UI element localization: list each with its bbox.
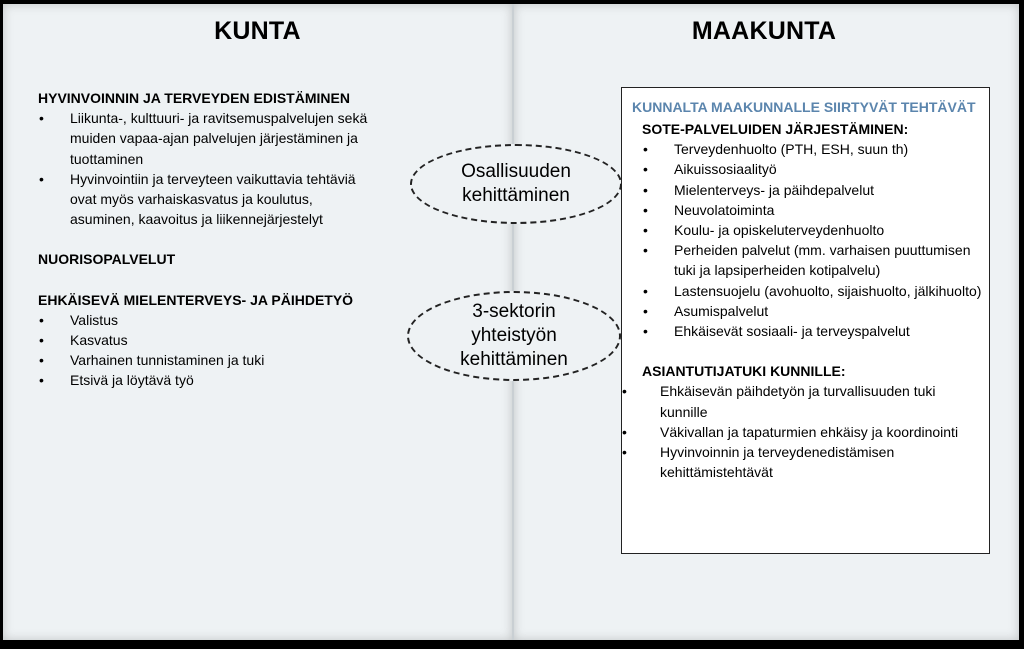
list-item: • Ehkäisevän päihdetyön ja turvallisuuden tuki kunnille [642,381,982,421]
maakunta-title: MAAKUNTA [691,17,837,45]
preventive-work-list [38,310,378,391]
expert-support-list [642,381,982,482]
section-heading-health-promotion: HYVINVOINNIN JA TERVEYDEN EDISTÄMINEN [38,90,350,106]
list-item: • Hyvinvoinnin ja terveydenedistämisen kehittämistehtävät [642,442,982,482]
kunta-content [38,88,378,391]
third-sector-ellipse [407,291,621,381]
section-heading-youth-services: NUORISOPALVELUT [38,251,176,268]
ellipse-text: yhteistyön [471,325,557,346]
sote-list [642,139,982,341]
list-item: • Asumispalvelut [642,301,982,321]
ellipse-text: kehittäminen [462,185,570,206]
section-heading-sote: SOTE-PALVELUIDEN JÄRJESTÄMINEN: [642,121,909,137]
box-title: KUNNALTA MAAKUNNALLE SIIRTYVÄT TEHTÄVÄT [632,99,976,115]
list-item: • Hyvinvointiin ja terveyteen vaikuttavia tehtäviä ovat myös varhaiskasvatus ja koulutus, asuminen, kaavoitus ja liikennejärjestelyt [38,169,378,230]
list-item: • Varhainen tunnistaminen ja tuki [38,350,378,370]
list-item: • Neuvolatoiminta [642,200,982,220]
ellipse-text: kehittäminen [460,349,568,370]
list-item: • Väkivallan ja tapaturmien ehkäisy ja koordinointi [642,422,982,442]
participation-ellipse [410,144,622,224]
section-heading-preventive-work: EHKÄISEVÄ MIELENTERVEYS- JA PÄIHDETYÖ [38,291,354,308]
list-item: • Mielenterveys- ja päihdepalvelut [642,180,982,200]
list-item: • Ehkäisevät sosiaali- ja terveyspalvelut [642,321,982,341]
section-heading-expert-support: ASIANTUTIJATUKI KUNNILLE: [642,363,846,380]
list-item: • Valistus [38,310,378,330]
list-item: • Liikunta-, kulttuuri- ja ravitsemuspalvelujen sekä muiden vapaa-ajan palvelujen järjestäminen ja tuottaminen [38,108,378,169]
kunta-title: KUNTA [214,17,301,45]
list-item: • Aikuissosiaalityö [642,159,982,179]
list-item: • Lastensuojelu (avohuolto, sijaishuolto, jälkihuolto) [642,281,982,301]
ellipse-text: Osallisuuden [461,161,571,182]
box-body [642,119,982,482]
ellipse-text: 3-sektorin [472,301,556,322]
list-item: • Terveydenhuolto (PTH, ESH, suun th) [642,139,982,159]
health-promotion-list [38,108,378,229]
transferred-tasks-box [621,87,990,554]
list-item: • Koulu- ja opiskeluterveydenhuolto [642,220,982,240]
list-item: • Kasvatus [38,330,378,350]
list-item: • Etsivä ja löytävä työ [38,370,378,390]
list-item: • Perheiden palvelut (mm. varhaisen puuttumisen tuki ja lapsiperheiden kotipalvelu) [642,240,982,280]
